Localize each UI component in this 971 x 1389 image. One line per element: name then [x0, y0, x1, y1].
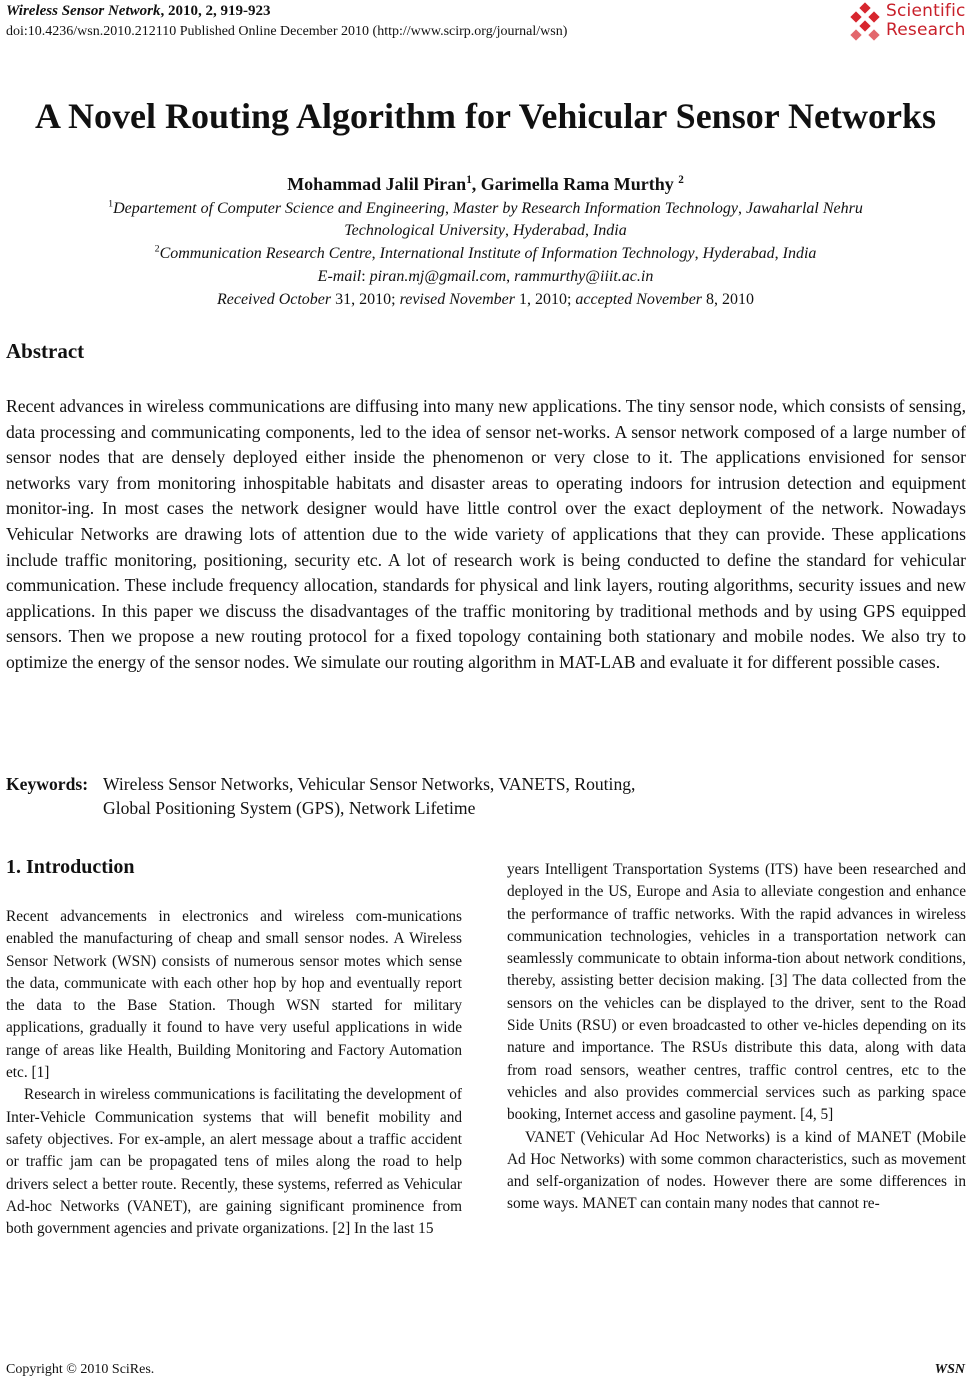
author-list: Mohammad Jalil Piran$^1$, Garimella Rama Murthy $^2$	[287, 174, 684, 194]
author-2: Garimella Rama Murthy	[480, 174, 679, 194]
affiliation-1: $^1$Departement of Computer Science and Engineering, Master by Research Information Technology, Jawaharlal Nehru	[108, 198, 863, 217]
abstract-heading: Abstract	[6, 339, 85, 363]
logo-line-1: Scientific	[886, 1, 966, 21]
paragraph: Recent advancements in electronics and wireless com-munications enabled the manufacturing of cheap and small sensor nodes. A Wireless Sensor Network (WSN) consists of numerous sensor motes which sense the data, communicate with each other hop by hop and eventually report the data to the Base Station. Though WSN started for military applications, gradually it found to have very useful applications in wide range of areas like Health, Building Monitoring and Factory Automation etc. [1]	[6, 908, 462, 1082]
email-link-1[interactable]: piran.mj@gmail.com	[369, 268, 507, 285]
doi-line: doi:10.4236/wsn.2010.212110 Published Online December 2010 (http://www.scirp.org/journal/wsn)	[6, 24, 568, 39]
section-heading-introduction: 1. Introduction	[6, 856, 135, 878]
dates-line: Received October 31, 2010; revised November 1, 2010; accepted November 8, 2010	[216, 291, 755, 308]
footer-copyright: Copyright © 2010 SciRes.	[6, 1362, 155, 1377]
keywords-label: Keywords:	[6, 774, 89, 794]
paragraph: VANET (Vehicular Ad Hoc Networks) is a kind of MANET (Mobile Ad Hoc Networks) with some common characteristics, such as movement and self-organization of nodes. However there are some differences in some ways. MANET can contain many nodes that cannot re-	[507, 1128, 966, 1213]
keywords-line-1: Wireless Sensor Networks, Vehicular Sensor Networks, VANETS, Routing,	[103, 774, 636, 794]
body-column-right	[507, 859, 966, 1216]
paper-title: A Novel Routing Algorithm for Vehicular Sensor Networks	[34, 96, 937, 136]
logo-mark-icon	[848, 4, 882, 40]
paragraph: Research in wireless communications is facilitating the development of Inter-Vehicle Communication systems that will benefit mobility and safety objectives. For ex-ample, an alert message about a traffic accident or traffic jam can be propagated tens of miles along the road to help drivers select a better route. Recently, these systems, referred as Vehicular Ad-hoc Networks (VANET), are gaining significant prominence from both government agencies and private organizations. [2] In the last 15	[6, 1086, 462, 1238]
publisher-logo	[848, 2, 970, 44]
journal-name: Wireless Sensor Network	[6, 3, 161, 19]
keywords-line-2: Global Positioning System (GPS), Network Lifetime	[103, 798, 476, 818]
author-1: Mohammad Jalil Piran	[287, 174, 467, 194]
author-1-affiliation: 1	[466, 174, 472, 186]
footer-journal-abbr: WSN	[934, 1362, 965, 1377]
running-header	[6, 2, 726, 41]
journal-citation	[6, 2, 726, 21]
volume-info: , 2010, 2, 919-923	[160, 3, 271, 19]
email-link-2[interactable]: rammurthy@iiit.ac.in	[514, 268, 654, 285]
abstract-text: Recent advances in wireless communications are diffusing into many new applications. The tiny sensor node, which consists of sensing, data processing and communicating components, led to the idea of sensor net-works. A sensor network composed of a large number of sensor nodes that are densely deployed either inside the phenomenon or very close to it. The applications envisioned for sensor networks vary from monitoring inhospitable habitats and disaster areas to operating indoors for intrusion detection and equipment monitor-ing. In most cases the network designer would have little control over the exact deployment of the network. Nowadays Vehicular Networks are drawing lots of attention due to the wide variety of applications that they can provide. These applications include traffic monitoring, positioning, security etc. A lot of research work is being conducted to define the standard for vehicular communication. These include frequency allocation, standards for physical and link layers, routing algorithms, security issues and new applications. In this paper we discuss the disadvantages of the traffic monitoring by traditional methods and by using GPS equipped sensors. Then we propose a new routing protocol for a fixed topology containing both stationary and mobile nodes. We also try to optimize the energy of the sensor nodes. We simulate our routing algorithm in MAT-LAB and evaluate it for different possible cases.	[6, 396, 966, 672]
logo-line-2: Research	[886, 20, 966, 40]
affiliation-1-continued: Technological University, Hyderabad, India	[344, 222, 627, 239]
author-2-affiliation: 2	[678, 174, 684, 186]
body-column-left	[6, 906, 462, 1240]
keywords-list	[103, 772, 903, 820]
paragraph: years Intelligent Transportation Systems (ITS) have been researched and deployed in the US, Europe and Asia to alleviate congestion and enhance the performance of traffic networks. With the rapid advances in wireless communication technologies, vehicles in a transportation network can seamlessly communicate to obtain informa-tion about network conditions, thereby, assisting better decision making. [3] The data collected from the sensors on the vehicles can be displayed to the driver, sent to the Road Side Units (RSU) or even broadcasted to other ve-hicles depending on its nature and importance. The RSUs distribute this data, along with data from road sensors, weather centres, traffic control centres, etc to the vehicles and also provides commercial services such as parking space booking, Internet access and gasoline payment. [4, 5]	[507, 861, 966, 1124]
logo-text	[886, 2, 966, 40]
email-line: E-mail: piran.mj@gmail.com, rammurthy@iiit.ac.in	[317, 268, 654, 285]
affiliation-2: $^2$Communication Research Centre, International Institute of Information Technology, Hyderabad, India	[154, 243, 817, 262]
